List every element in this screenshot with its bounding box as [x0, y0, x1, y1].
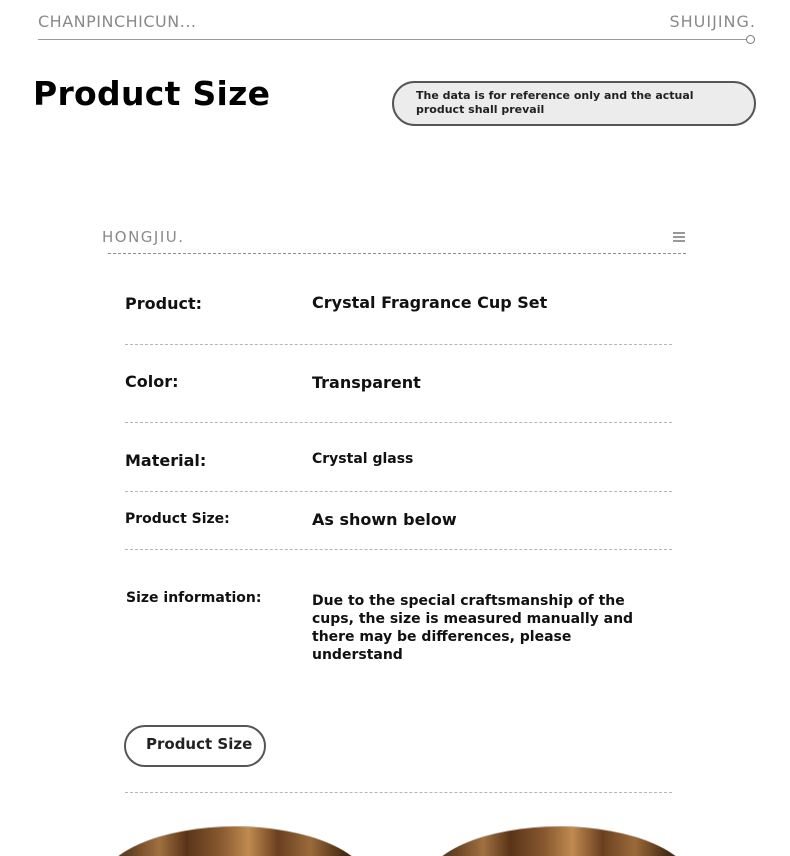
spec-label-size-information: Size information:	[126, 590, 262, 606]
menu-icon[interactable]	[673, 232, 685, 242]
product-image-cup-left	[100, 826, 370, 856]
header-brand-right: SHUIJING.	[669, 12, 756, 31]
divider-end-dot	[746, 35, 755, 44]
product-size-button[interactable]: Product Size	[124, 725, 266, 767]
row-divider	[125, 422, 672, 423]
reference-note-badge: The data is for reference only and the actual product shall prevail	[392, 81, 756, 126]
spec-value-size-information: Due to the special craftsmanship of the cups, the size is measured manually and there may be differences, please understand	[312, 593, 634, 663]
spec-label-product: Product:	[125, 294, 202, 313]
card-divider	[108, 253, 686, 254]
header-divider	[38, 39, 748, 40]
header-brand-left: CHANPINCHICUN...	[38, 12, 197, 31]
page-title: Product Size	[33, 74, 271, 113]
spec-label-color: Color:	[125, 372, 179, 391]
row-divider	[125, 549, 672, 550]
spec-value-product: Crystal Fragrance Cup Set	[312, 293, 548, 312]
row-divider	[125, 792, 672, 793]
spec-value-color: Transparent	[312, 373, 421, 392]
spec-value-product-size: As shown below	[312, 510, 457, 529]
spec-label-material: Material:	[125, 451, 207, 470]
spec-label-product-size: Product Size:	[125, 511, 230, 527]
product-image-cup-right	[424, 826, 694, 856]
row-divider	[125, 344, 672, 345]
row-divider	[125, 491, 672, 492]
spec-value-material: Crystal glass	[312, 451, 414, 467]
card-brand: HONGJIU.	[102, 228, 185, 246]
